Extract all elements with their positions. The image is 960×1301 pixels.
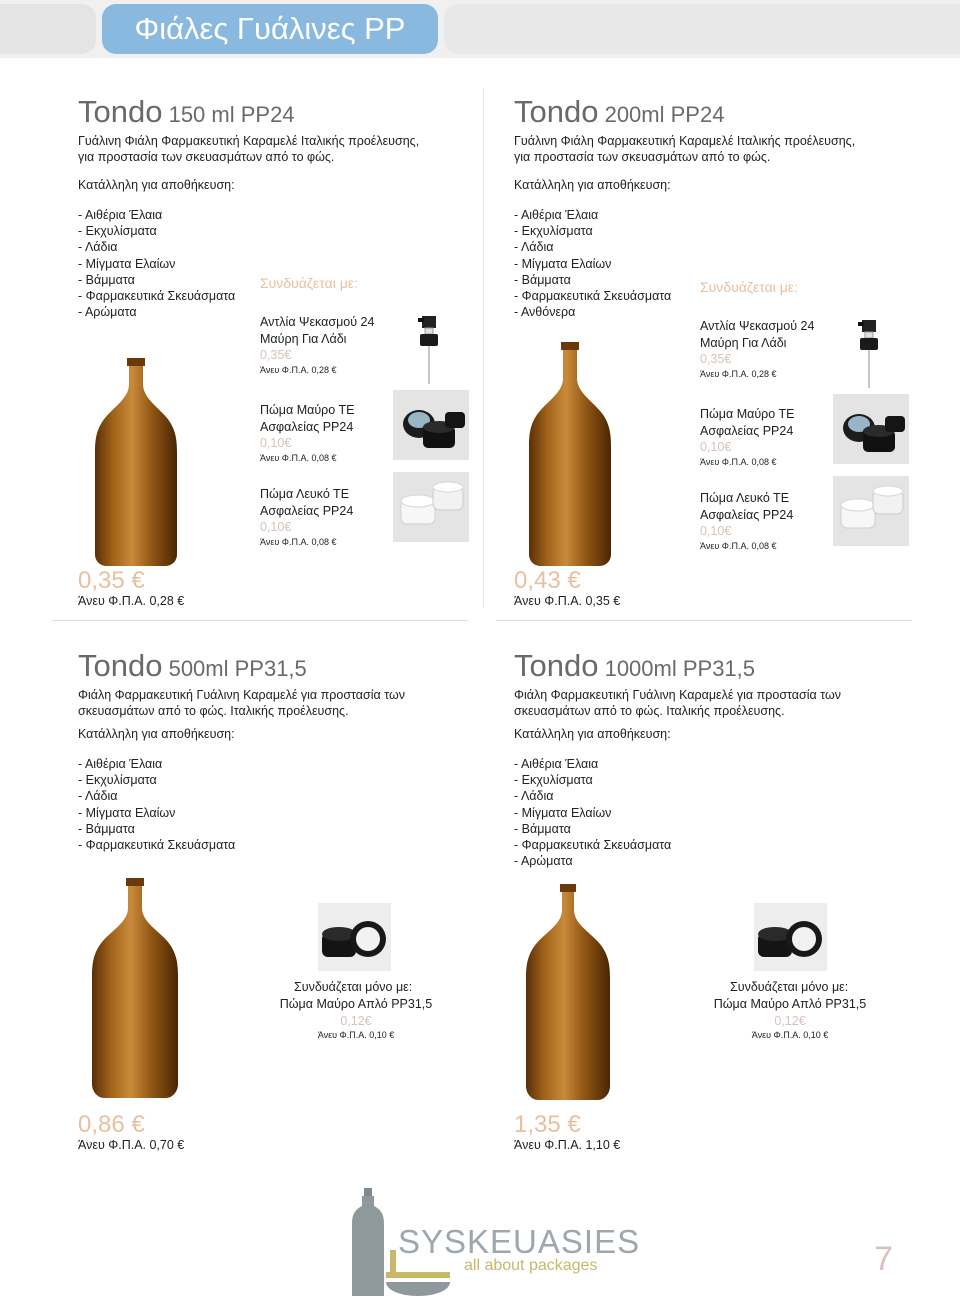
accessory-white-cap xyxy=(700,490,793,553)
product-title xyxy=(78,94,295,133)
accessory-net-price: Άνευ Φ.Π.Α. 0,10 € xyxy=(751,1030,829,1040)
storage-heading: Κατάλληλη για αποθήκευση: xyxy=(78,178,235,192)
product-size: 500ml PP31,5 xyxy=(162,656,307,681)
accessory-line: Πώμα Μαύρο Απλό PP31,5 xyxy=(713,997,867,1011)
product-title xyxy=(78,648,307,687)
accessory-line: Πώμα Λευκό ΤΕ xyxy=(700,491,790,505)
product-net-price: Άνευ Φ.Π.Α. 1,10 € xyxy=(514,1138,621,1152)
bottle-500ml-image xyxy=(90,876,180,1102)
product-title xyxy=(514,648,755,687)
accessory-white-cap xyxy=(260,486,353,549)
black-cap-image xyxy=(393,390,469,460)
description-line: Φιάλη Φαρμακευτική Γυάλινη Καραμελέ για προστασία των xyxy=(514,688,841,702)
combo-heading: Συνδυάζεται με: xyxy=(260,275,358,291)
black-cap-plain-image xyxy=(318,903,391,971)
description-line: για προστασία των σκευασμάτων από το φώς. xyxy=(514,150,771,164)
list-item: - Λάδια xyxy=(78,789,118,804)
list-item: - Αιθέρια Έλαια xyxy=(78,208,163,222)
accessory-net-price: Άνευ Φ.Π.Α. 0,08 € xyxy=(260,536,337,547)
list-item: - Βάμματα xyxy=(514,272,571,287)
brand-tagline: all about packages xyxy=(464,1257,598,1274)
list-item: - Λάδια xyxy=(78,240,118,255)
product-price: 0,86 € xyxy=(78,1111,145,1138)
accessory-line: Αντλία Ψεκασμού 24 xyxy=(700,319,815,333)
accessory-line: Ασφαλείας PP24 xyxy=(700,507,794,522)
white-cap-image xyxy=(833,476,909,546)
accessory-line: Μαύρη Για Λάδι xyxy=(700,335,787,350)
product-name: Tondo xyxy=(78,94,163,129)
accessory-line: Ασφαλείας PP24 xyxy=(260,419,354,434)
section-divider-left xyxy=(52,620,468,621)
product-price: 1,35 € xyxy=(514,1111,581,1138)
accessory-spray-pump xyxy=(700,318,814,381)
product-net-price: Άνευ Φ.Π.Α. 0,70 € xyxy=(78,1138,185,1152)
list-item: - Μίγματα Ελαίων xyxy=(514,256,612,271)
product-price: 0,35 € xyxy=(78,567,145,594)
product-size: 150 ml PP24 xyxy=(162,102,295,127)
accessory-net-price: Άνευ Φ.Π.Α. 0,08 € xyxy=(700,540,777,551)
product-description xyxy=(514,687,934,719)
product-name: Tondo xyxy=(514,648,599,683)
spray-pump-image xyxy=(412,312,448,386)
list-item: - Βάμματα xyxy=(78,272,135,287)
accessory-black-cap-plain xyxy=(713,996,867,1042)
product-name: Tondo xyxy=(514,94,599,129)
list-item: - Αιθέρια Έλαια xyxy=(514,208,599,222)
list-item: - Φαρμακευτικά Σκευάσματα xyxy=(514,289,672,304)
product-name: Tondo xyxy=(78,648,163,683)
description-line: Γυάλινη Φιάλη Φαρμακευτική Καραμελέ Ιταλικής προέλευσης, xyxy=(514,134,856,148)
section-divider-right xyxy=(496,620,912,621)
accessory-net-price: Άνευ Φ.Π.Α. 0,28 € xyxy=(700,368,777,379)
list-item: - Μίγματα Ελαίων xyxy=(78,805,176,820)
list-item: - Φαρμακευτικά Σκευάσματα xyxy=(514,838,672,853)
accessory-price: 0,35€ xyxy=(700,352,732,366)
accessory-price: 0,12€ xyxy=(340,1013,372,1028)
list-item: - Βάμματα xyxy=(514,821,571,836)
list-item: - Εκχυλίσματα xyxy=(514,224,593,239)
storage-heading: Κατάλληλη για αποθήκευση: xyxy=(514,727,671,741)
description-line: Γυάλινη Φιάλη Φαρμακευτική Καραμελέ Ιταλικής προέλευσης, xyxy=(78,134,420,148)
product-net-price: Άνευ Φ.Π.Α. 0,35 € xyxy=(514,594,621,608)
storage-heading: Κατάλληλη για αποθήκευση: xyxy=(78,727,235,741)
bottle-150ml-image xyxy=(94,356,178,568)
list-item: - Εκχυλίσματα xyxy=(78,224,157,239)
accessory-net-price: Άνευ Φ.Π.Α. 0,28 € xyxy=(260,364,337,375)
list-item: - Αρώματα xyxy=(514,854,573,869)
product-title xyxy=(514,94,724,133)
combo-heading: Συνδυάζεται με: xyxy=(700,279,798,295)
list-item: - Λάδια xyxy=(514,789,554,804)
uses-list xyxy=(514,207,671,320)
storage-heading: Κατάλληλη για αποθήκευση: xyxy=(514,178,671,192)
accessory-net-price: Άνευ Φ.Π.Α. 0,08 € xyxy=(260,452,337,463)
product-size: 200ml PP24 xyxy=(598,102,725,127)
description-line: σκευασμάτων από το φώς. Ιταλικής προέλευσης. xyxy=(514,704,785,718)
accessory-price: 0,10€ xyxy=(700,524,732,538)
accessory-line: Ασφαλείας PP24 xyxy=(700,423,794,438)
accessory-line: Αντλία Ψεκασμού 24 xyxy=(260,315,375,329)
list-item: - Εκχυλίσματα xyxy=(78,773,157,788)
list-item: - Αιθέρια Έλαια xyxy=(78,757,163,771)
uses-list xyxy=(78,207,235,320)
list-item: - Μίγματα Ελαίων xyxy=(514,805,612,820)
list-item: - Φαρμακευτικά Σκευάσματα xyxy=(78,289,236,304)
accessory-net-price: Άνευ Φ.Π.Α. 0,08 € xyxy=(700,456,777,467)
accessory-line: Μαύρη Για Λάδι xyxy=(260,331,347,346)
uses-list xyxy=(78,756,235,853)
accessory-line: Πώμα Λευκό ΤΕ xyxy=(260,487,350,501)
list-item: - Μίγματα Ελαίων xyxy=(78,256,176,271)
description-line: σκευασμάτων από το φώς. Ιταλικής προέλευσης. xyxy=(78,704,349,718)
product-price: 0,43 € xyxy=(514,567,581,594)
accessory-spray-pump xyxy=(260,314,374,377)
accessory-black-cap xyxy=(260,402,354,465)
header-left-tab xyxy=(0,4,96,54)
page-title: Φιάλες Γυάλινες PP xyxy=(102,4,438,54)
page-number: 7 xyxy=(874,1240,893,1278)
list-item: - Βάμματα xyxy=(78,821,135,836)
black-cap-image xyxy=(833,394,909,464)
bottle-200ml-image xyxy=(528,340,612,568)
accessory-price: 0,35€ xyxy=(260,348,292,362)
list-item: - Λάδια xyxy=(514,240,554,255)
list-item: - Αρώματα xyxy=(78,305,137,320)
black-cap-plain-image xyxy=(754,903,827,971)
header-right-tab xyxy=(444,4,960,54)
product-net-price: Άνευ Φ.Π.Α. 0,28 € xyxy=(78,594,185,608)
accessory-line: Ασφαλείας PP24 xyxy=(260,503,354,518)
combo-heading: Συνδυάζεται μόνο με: xyxy=(294,980,413,994)
list-item: - Φαρμακευτικά Σκευάσματα xyxy=(78,838,236,853)
list-item: - Αιθέρια Έλαια xyxy=(514,757,599,771)
bottle-1000ml-image xyxy=(524,882,612,1102)
accessory-price: 0,10€ xyxy=(260,436,292,450)
accessory-black-cap-plain xyxy=(279,996,433,1042)
white-cap-image xyxy=(393,472,469,542)
accessory-net-price: Άνευ Φ.Π.Α. 0,10 € xyxy=(317,1030,395,1040)
accessory-line: Πώμα Μαύρο Απλό PP31,5 xyxy=(279,997,433,1011)
description-line: για προστασία των σκευασμάτων από το φώς. xyxy=(78,150,335,164)
accessory-line: Πώμα Μαύρο ΤΕ xyxy=(700,407,795,421)
spray-pump-image xyxy=(852,316,888,390)
accessory-price: 0,10€ xyxy=(260,520,292,534)
accessory-price: 0,10€ xyxy=(700,440,732,454)
list-item: - Ανθόνερα xyxy=(514,305,576,320)
accessory-price: 0,12€ xyxy=(774,1013,806,1028)
product-description xyxy=(78,133,478,165)
uses-list xyxy=(514,756,671,869)
description-line: Φιάλη Φαρμακευτική Γυάλινη Καραμελέ για προστασία των xyxy=(78,688,405,702)
product-description xyxy=(514,133,934,165)
accessory-black-cap xyxy=(700,406,794,469)
combo-heading: Συνδυάζεται μόνο με: xyxy=(730,980,849,994)
brand-name: SYSKEUASIES xyxy=(398,1223,641,1260)
product-size: 1000ml PP31,5 xyxy=(598,656,756,681)
list-item: - Εκχυλίσματα xyxy=(514,773,593,788)
accessory-line: Πώμα Μαύρο ΤΕ xyxy=(260,403,355,417)
product-description xyxy=(78,687,478,719)
column-divider xyxy=(483,88,484,608)
